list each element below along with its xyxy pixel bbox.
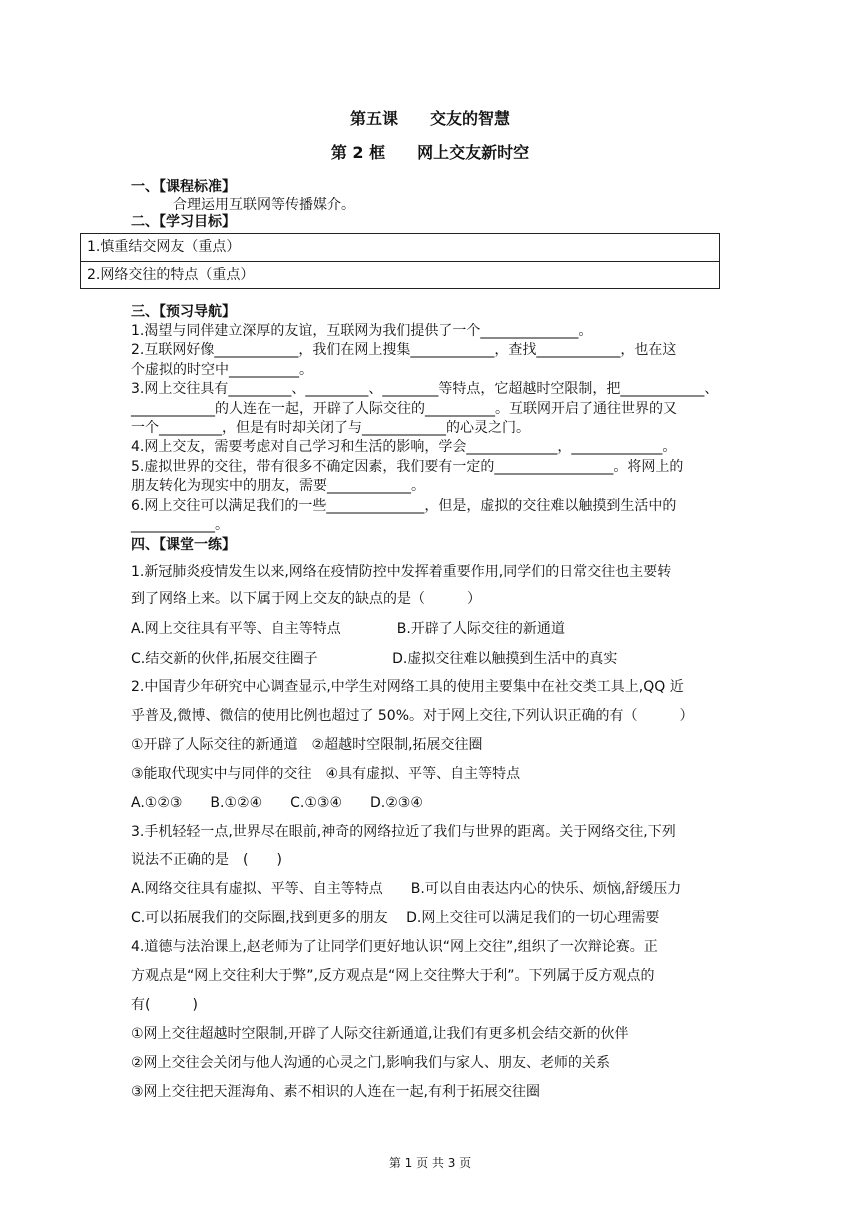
practice-line: 乎普及,微博、微信的使用比例也超过了 50%。对于网上交往,下列认识正确的有（ ） (131, 708, 694, 724)
practice-heading: 四、【课堂一练】 (131, 537, 236, 553)
practice-line: ①开辟了人际交往的新通道 ②超越时空限制,拓展交往圈 (131, 737, 483, 753)
practice-line: A.①②③ B.①②④ C.①③④ D.②③④ (131, 795, 423, 811)
preview-line: 一个_________，但是有时却关闭了与____________的心灵之门。 (131, 420, 530, 436)
practice-line: A.网络交往具有虚拟、平等、自主等特点 B.可以自由表达内心的快乐、烦恼,舒缓压力 (131, 881, 682, 897)
practice-line: A.网上交往具有平等、自主等特点 B.开辟了人际交往的新通道 (131, 621, 565, 637)
lesson-subtitle: 第 2 框 网上交友新时空 (330, 143, 530, 162)
preview-line: 5.虚拟世界的交往，带有很多不确定因素，我们要有一定的_________________。将网上的 (131, 459, 684, 475)
practice-line: 到了网络上来。以下属于网上交友的缺点的是（ ） (131, 591, 481, 607)
goal-row: 1.慎重结交网友（重点） (87, 239, 241, 255)
goals-heading: 二、【学习目标】 (131, 214, 236, 230)
standard-heading: 一、【课程标准】 (131, 179, 236, 195)
goal-row: 2.网络交往的特点（重点） (81, 261, 719, 288)
preview-line: ____________的人连在一起，开辟了人际交往的__________。互联网开启了通往世界的又 (131, 401, 677, 417)
preview-line: 2.互联网好像____________，我们在网上搜集____________，查找____________，也在这 (131, 342, 677, 358)
preview-line: 3.网上交往具有_________、_________、________等特点，它超越时空限制，把____________、 (131, 381, 719, 397)
preview-heading: 三、【预习导航】 (131, 304, 236, 320)
practice-line: C.结交新的伙伴,拓展交往圈子 D.虚拟交往难以触摸到生活中的真实 (131, 651, 618, 667)
goals-table (80, 233, 720, 289)
practice-line: C.可以拓展我们的交际圈,找到更多的朋友 D.网上交往可以满足我们的一切心理需要 (131, 910, 660, 926)
practice-line: 方观点是“网上交往利大于弊”,反方观点是“网上交往弊大于利”。下列属于反方观点的 (131, 968, 655, 984)
preview-line: 4.网上交友，需要考虑对自己学习和生活的影响，学会_____________，_____________。 (131, 439, 677, 455)
preview-line: ____________。 (131, 517, 229, 533)
practice-line: 3.手机轻轻一点,世界尽在眼前,神奇的网络拉近了我们与世界的距离。关于网络交往,下列 (131, 824, 676, 840)
preview-line: 1.渴望与同伴建立深厚的友谊，互联网为我们提供了一个______________。 (131, 323, 593, 339)
practice-line: ③能取代现实中与同伴的交往 ④具有虚拟、平等、自主等特点 (131, 766, 521, 782)
practice-line: 1.新冠肺炎疫情发生以来,网络在疫情防控中发挥着重要作用,同学们的日常交往也主要转 (131, 564, 672, 580)
practice-line: 说法不正确的是 ( ) (131, 852, 282, 868)
practice-line: 2.中国青少年研究中心调查显示,中学生对网络工具的使用主要集中在社交类工具上,QQ 近 (131, 679, 684, 695)
lesson-title: 第五课 交友的智慧 (349, 109, 510, 128)
practice-line: 4.道德与法治课上,赵老师为了让同学们更好地认识“网上交往”,组织了一次辩论赛。正 (131, 939, 658, 955)
standard-text: 合理运用互联网等传播媒介。 (173, 197, 355, 213)
practice-line: ①网上交往超越时空限制,开辟了人际交往新通道,让我们有更多机会结交新的伙伴 (131, 1026, 629, 1042)
practice-line: ③网上交往把天涯海角、素不相识的人连在一起,有利于拓展交往圈 (131, 1084, 540, 1100)
practice-line: 有( ) (131, 997, 198, 1013)
preview-line: 个虚拟的时空中__________。 (131, 362, 313, 378)
page-footer: 第 1 页 共 3 页 (388, 1156, 472, 1170)
practice-line: ②网上交往会关闭与他人沟通的心灵之门,影响我们与家人、朋友、老师的关系 (131, 1055, 610, 1071)
preview-line: 6.网上交往可以满足我们的一些______________，但是，虚拟的交往难以触摸到生活中的 (131, 498, 677, 514)
preview-line: 朋友转化为现实中的朋友，需要____________。 (131, 478, 425, 494)
